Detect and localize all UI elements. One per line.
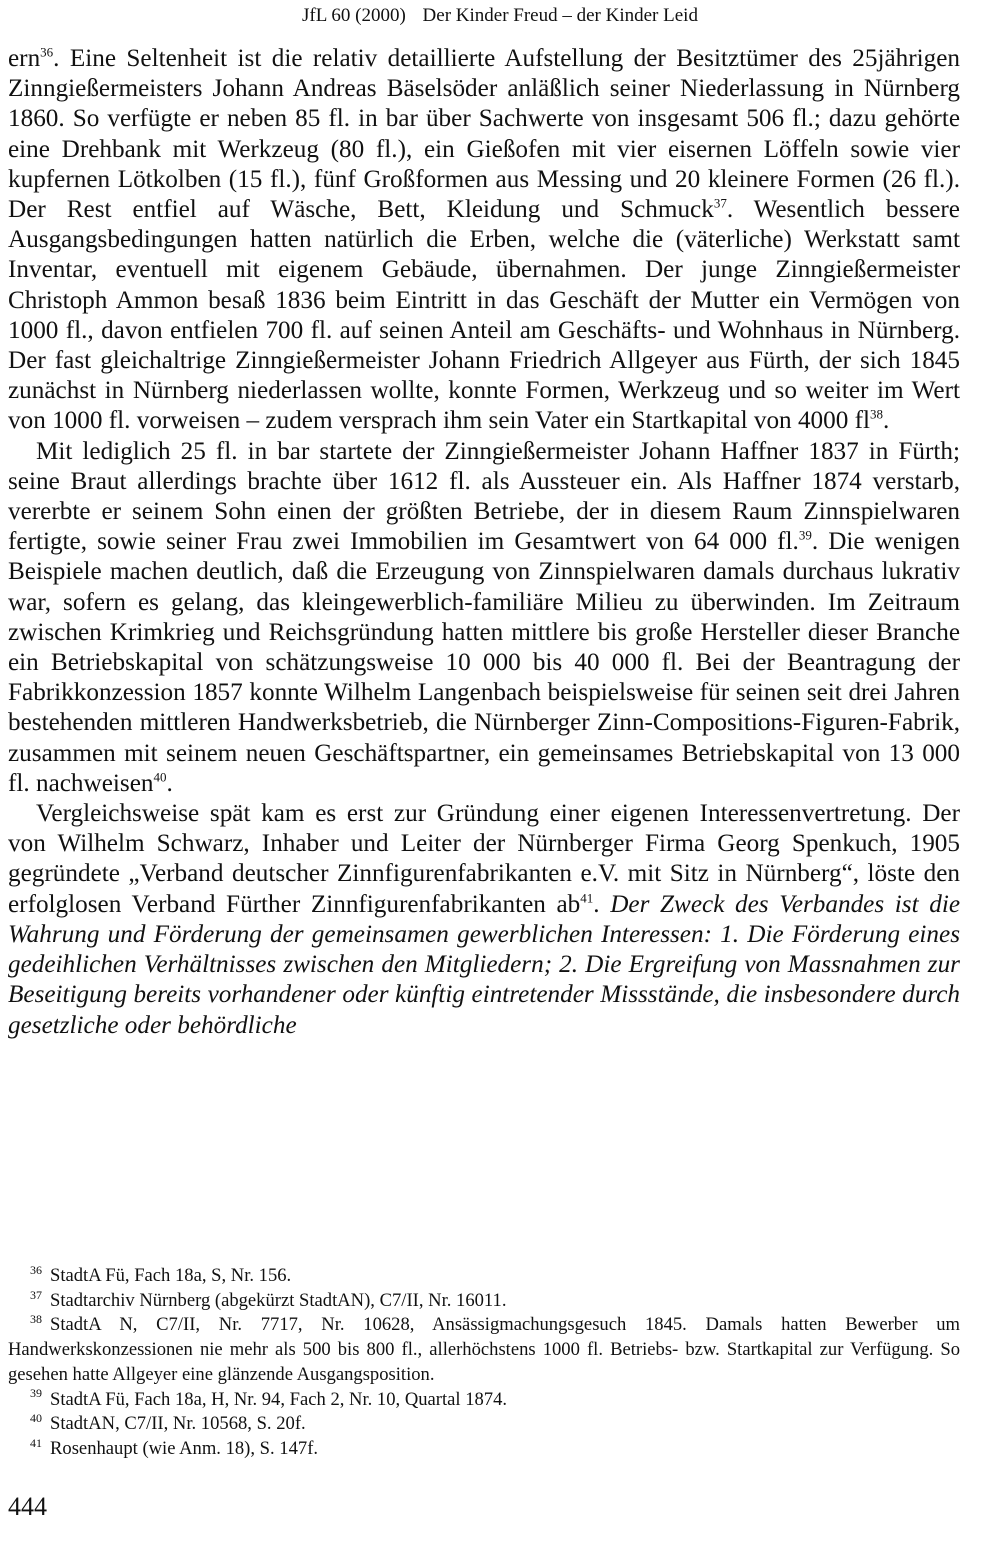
text-run: . Eine Seltenheit ist die relativ detaillierte Aufstellung der Besitztümer des 25jährigen Zinngießermeisters Johann Andreas Bäselsöder anläßlich seiner Niederlassung in Nürnberg 1860. So verfügte er neben 85 fl. in bar über Sachwerte von insgesamt 506 fl.; dazu gehörte eine Drehbank mit Werkzeug (80 fl.), ein Gießofen mit vier eisernen Löffeln sowie vier kupfernen Lötkolben (15 fl.), fünf Großformen aus Messing und 20 kleinere Formen (26 fl.). Der Rest entfiel auf Wäsche, Bett, Kleidung und Schmuck [8, 45, 960, 224]
footnote-reference: 38 [870, 407, 884, 423]
footnote-reference: 36 [40, 44, 54, 60]
footnote-text: StadtA Fü, Fach 18a, S, Nr. 156. [50, 1265, 292, 1286]
text-run: ern [8, 45, 41, 72]
footnotes [8, 1264, 960, 1462]
journal-citation: JfL 60 (2000) [302, 5, 406, 26]
footnote-reference: 37 [713, 195, 727, 211]
body-paragraph [8, 799, 960, 1041]
footnote-text: StadtA Fü, Fach 18a, H, Nr. 94, Fach 2, Nr. 10, Quartal 1874. [50, 1388, 508, 1410]
footnote-number: 39 [30, 1386, 42, 1401]
running-head [0, 5, 1000, 27]
footnote [8, 1388, 960, 1413]
footnote-text: StadtA N, C7/II, Nr. 7717, Nr. 10628, Ansässigmachungsgesuch 1845. Damals hatten Bewerber um Handwerkskonzessionen nie mehr als 500 bis 800 fl., allerhöchstens 1000 fl. Betriebs- bzw. Startkapital zur Verfügung. So gesehen hatte Allgeyer eine glänzende Ausgangsposition. [8, 1314, 960, 1385]
footnote [8, 1313, 960, 1387]
body-paragraph [8, 437, 960, 799]
text-run: . [593, 890, 611, 918]
footnote-reference: 40 [153, 769, 167, 785]
running-title: Der Kinder Freud – der Kinder Leid [422, 5, 698, 26]
quoted-statute: Der Zweck des Verbandes ist die Wahrung und Förderung der gemeinsamen gewerblichen Interessen: 1. Die Förderung eines gedeihlichen Verhältnisses zwischen den Mitgliedern; 2. Die Ergreifung von Massnahmen zur Beseitigung bereits vorhandener oder künftig eintretender Missstände, die insbesondere durch gesetzliche oder behördliche [8, 890, 961, 1039]
footnote-number: 37 [30, 1287, 42, 1302]
footnote-number: 38 [30, 1312, 42, 1327]
text-run: . Die wenigen Beispiele machen deutlich, daß die Erzeugung von Zinnspielwaren damals durchaus lukrativ war, sofern es gelang, das kleingewerblich-familiäre Milieu zu überwinden. Im Zeitraum zwischen Krimkrieg und Reichsgründung hatten mittlere bis große Hersteller dieser Branche ein Betriebskapital von schätzungsweise 10 000 bis 40 000 fl. Bei der Beantragung der Fabrikkonzession 1857 konnte Wilhelm Langenbach beispielsweise für seinen seit drei Jahren bestehenden mittleren Handwerksbetrieb, die Nürnberger Zinn-Compositions-Figuren-Fabrik, zusammen mit seinem neuen Geschäftspartner, ein gemeinsames Betriebskapital von 13 000 fl. nachweisen [8, 528, 960, 797]
footnote-text: Stadtarchiv Nürnberg (abgekürzt StadtAN), C7/II, Nr. 16011. [50, 1289, 507, 1311]
footnote-number: 36 [30, 1262, 42, 1277]
page-number: 444 [8, 1492, 47, 1521]
body-text [8, 44, 960, 1041]
text-run: . Wesentlich bessere Ausgangsbedingungen hatten natürlich die Erben, welche die (väterliche) Werkstatt samt Inventar, eventuell mit eigenem Gebäude, übernahmen. Der junge Zinngießermeister Christoph Ammon besaß 1836 beim Eintritt in das Geschäft der Mutter ein Vermögen von 1000 fl., davon entfielen 700 fl. auf seinen Anteil am Geschäfts- und Wohnhaus in Nürnberg. Der fast gleichaltrige Zinngießermeister Johann Friedrich Allgeyer aus Fürth, der sich 1845 zunächst in Nürnberg niederlassen wollte, konnte Formen, Werkzeug und so weiter im Wert von 1000 fl. vorweisen – zudem versprach ihm sein Vater ein Startkapital von 4000 fl [8, 196, 960, 435]
footnote-reference: 41 [580, 890, 594, 906]
footnote-number: 40 [30, 1411, 42, 1426]
footnote [8, 1264, 960, 1289]
footnote [8, 1289, 960, 1314]
footnote-text: StadtAN, C7/II, Nr. 10568, S. 20f. [50, 1413, 306, 1435]
footnote-text: Rosenhaupt (wie Anm. 18), S. 147f. [50, 1437, 319, 1459]
text-run: Mit lediglich 25 fl. in bar startete der Zinngießermeister Johann Haffner 1837 in Fürth; seine Braut allerdings brachte über 1612 fl. als Aussteuer ein. Als Haffner 1874 verstarb, vererbte er seinem Sohn einen der größten Betriebe, der in diesem Raum Zinnspielwaren fertigte, sowie seiner Frau zwei Immobilien im Gesamtwert von 64 000 fl. [8, 437, 960, 556]
footnote [8, 1412, 960, 1437]
footnote [8, 1437, 960, 1462]
text-run: . [883, 407, 890, 435]
footnote-number: 41 [30, 1435, 42, 1450]
text-run: . [166, 769, 173, 797]
text-run: Vergleichsweise spät kam es erst zur Gründung einer eigenen Interessenvertretung. Der von Wilhelm Schwarz, Inhaber und Leiter der Nürnberger Firma Georg Spenkuch, 1905 gegründete „Verband deutscher Zinnfigurenfabrikanten e.V. mit Sitz in Nürnberg“, löste den erfolglosen Verband Fürther Zinnfigurenfabrikanten ab [8, 800, 960, 918]
footnote-reference: 39 [798, 527, 812, 543]
body-paragraph [8, 44, 960, 437]
